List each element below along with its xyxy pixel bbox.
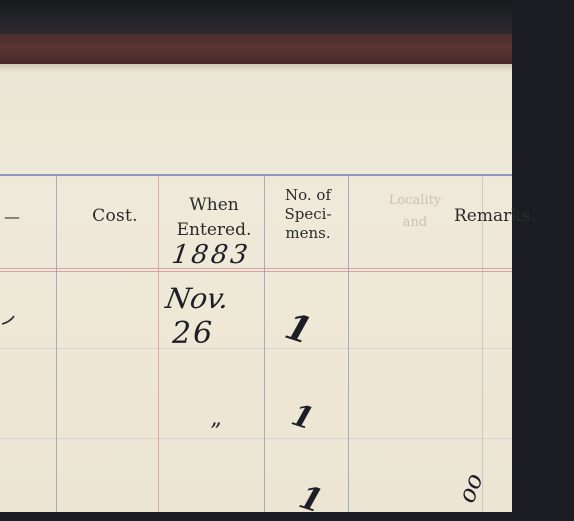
ledger-page <box>0 64 512 512</box>
entry-day: 26 <box>172 316 215 351</box>
row-rule <box>0 348 512 349</box>
dark-background <box>0 0 512 36</box>
column-rule <box>482 176 483 512</box>
header-line: No. of <box>284 186 331 204</box>
ink-stroke-mark <box>0 310 20 334</box>
header-line: mens. <box>285 224 331 242</box>
entry-specimen-count: 1 <box>280 305 317 353</box>
header-line: When <box>189 195 239 215</box>
header-bottom-rule <box>0 268 512 269</box>
column-header-cost: Cost. <box>92 206 138 226</box>
column-rule <box>348 176 349 512</box>
header-line: Entered. <box>176 220 252 240</box>
entry-ditto-mark: ” <box>210 420 223 445</box>
header-line: Locality <box>388 193 442 208</box>
header-top-rule <box>0 174 512 176</box>
column-header-no-of-specimens <box>268 186 348 243</box>
entry-year: 1883 <box>169 240 253 270</box>
header-line: Speci- <box>284 205 332 223</box>
column-header-remarks: Remarks. <box>454 206 536 226</box>
header-bottom-rule-2 <box>0 271 512 272</box>
column-rule <box>158 176 159 512</box>
entry-specimen-count: 1 <box>287 397 318 438</box>
column-header-when-entered <box>160 193 268 243</box>
row-rule <box>0 438 512 439</box>
ledger-cover-edge <box>0 34 512 66</box>
column-header-dash: — <box>4 207 20 226</box>
column-rule <box>56 176 57 512</box>
header-line: and <box>402 215 428 230</box>
entry-month: Nov. <box>163 282 232 315</box>
entry-remark-fragment: oo <box>452 469 489 507</box>
entry-specimen-count: 1 <box>294 477 328 521</box>
page-top-shadow <box>0 64 512 72</box>
